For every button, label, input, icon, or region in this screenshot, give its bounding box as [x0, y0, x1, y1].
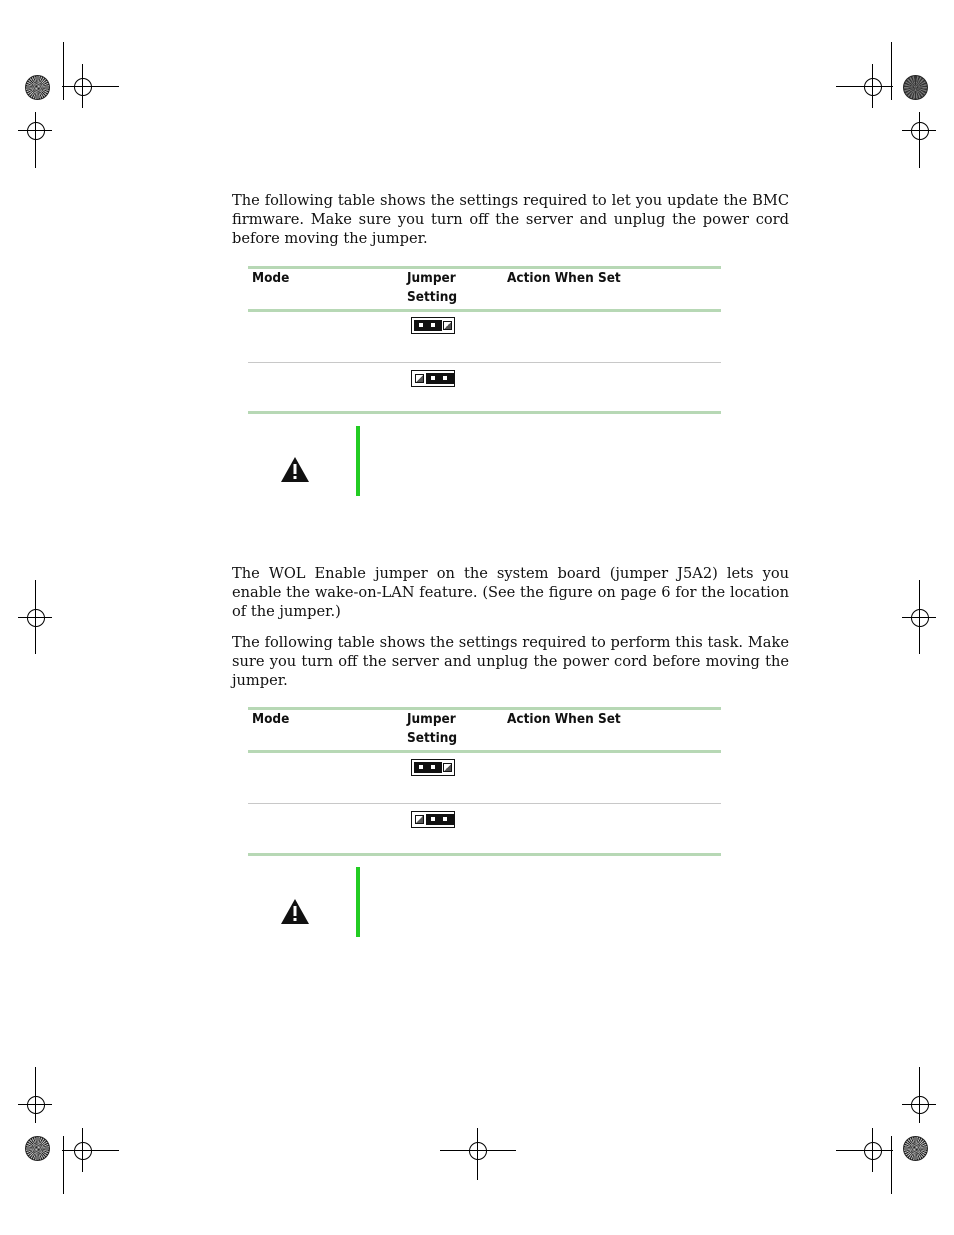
jumper-setting-2-3-icon	[411, 811, 455, 828]
caution-bar	[356, 426, 360, 496]
table-header-action: Action When Set	[507, 711, 621, 727]
crosshair-icon	[27, 122, 45, 140]
color-wheel-icon	[25, 75, 50, 100]
crosshair-icon	[911, 122, 929, 140]
crosshair-icon	[911, 609, 929, 627]
color-wheel-icon	[903, 1136, 928, 1161]
jumper-setting-2-3-icon	[411, 370, 455, 387]
warning-triangle-icon	[280, 456, 310, 483]
jumper-setting-1-2-icon	[411, 759, 455, 776]
crosshair-icon	[27, 1096, 45, 1114]
caution-bar	[356, 867, 360, 937]
crosshair-icon	[911, 1096, 929, 1114]
table-header-mode: Mode	[252, 270, 290, 286]
bmc-intro-paragraph: The following table shows the settings required to let you update the BMC firmware. Make sure you turn off the server and unplug the power cord before moving the jumper.	[232, 192, 789, 247]
table-row	[248, 753, 721, 803]
color-wheel-icon	[25, 1136, 50, 1161]
crosshair-icon	[74, 78, 92, 96]
color-wheel-icon	[903, 75, 928, 100]
crosshair-icon	[27, 609, 45, 627]
table-header-jumper: Jumper	[407, 711, 456, 727]
table-header-mode: Mode	[252, 711, 290, 727]
crosshair-icon	[864, 78, 882, 96]
table-row	[248, 804, 721, 854]
jumper-setting-1-2-icon	[411, 317, 455, 334]
crosshair-icon	[864, 1142, 882, 1160]
warning-triangle-icon	[280, 898, 310, 925]
table-header-jumper: Jumper	[407, 270, 456, 286]
wol-jumper-table	[248, 707, 721, 857]
crosshair-icon	[74, 1142, 92, 1160]
table-header-action: Action When Set	[507, 270, 621, 286]
crosshair-icon	[469, 1142, 487, 1160]
wol-intro-paragraph: The WOL Enable jumper on the system board (jumper J5A2) lets you enable the wake-on-LAN feature. (See the figure on page 6 for the location of the jumper.)	[232, 565, 789, 620]
table-row	[248, 363, 721, 413]
table-header-setting: Setting	[407, 289, 458, 305]
wol-table-intro-paragraph: The following table shows the settings required to perform this task. Make sure you turn off the server and unplug the power cord before moving the jumper.	[232, 634, 789, 689]
table-row	[248, 312, 721, 362]
bmc-jumper-table	[248, 266, 721, 416]
table-header-setting: Setting	[407, 730, 458, 746]
